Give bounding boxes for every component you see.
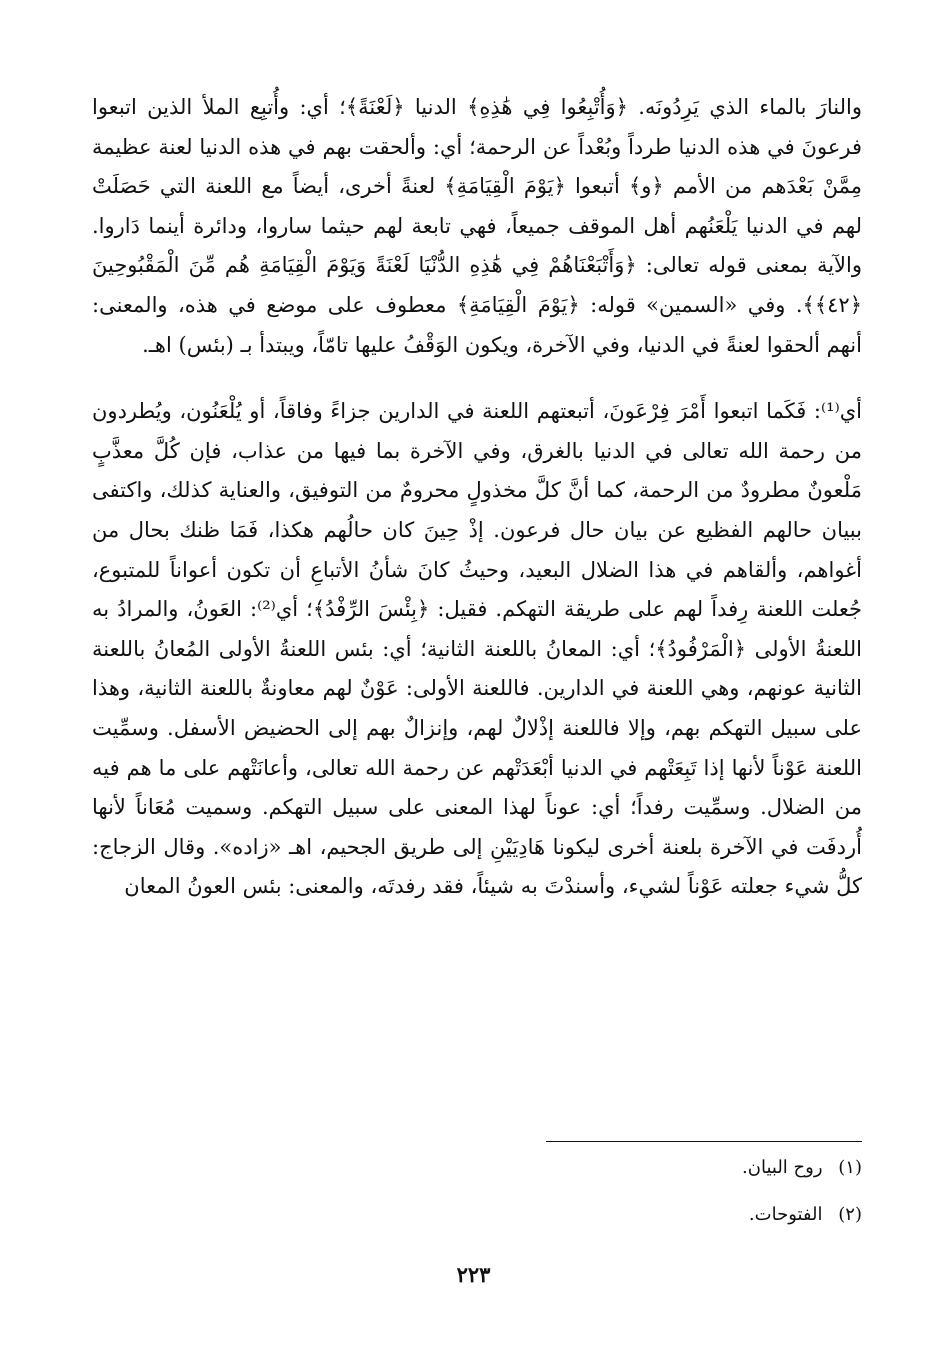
footnotes [362,1156,862,1250]
body-paragraph-2: أي⁽¹⁾: فَكَما اتبعوا أَمْرَ فِرْعَونَ، أتبعتهم اللعنة في الدارين جزاءً وفاقاً، أو يُلْعَنُون، ويُطردون من رحمة الله تعالى في الدنيا بالغرق، وفي الآخرة بما فيها من عذاب، فإن كُلَّ معذَّبٍ مَلْعونٌ مطرودٌ من الرحمة، كما أنَّ كلَّ مخذولٍ محرومٌ من التوفيق، والعناية كذلك، واكتفى ببيان حالهم الفظيع عن بيان حال فرعون. إذْ حِينَ كان حالُهم هكذا، فَمَا ظنك بحال من أغواهم، وألقاهم في هذا الضلال البعيد، وحيثُ كانَ شأنُ الأتباعِ أن تكون أعواناً للمتبوع، جُعلت اللعنة رِفداً لهم على طريقة التهكم. فقيل: ﴿بِئْسَ الرِّفْدُ﴾؛ أي⁽²⁾: العَونُ، والمرادُ به اللعنةُ الأولى ﴿الْمَرْفُودُ﴾؛ أي: المعانُ باللعنة الثانية؛ أي: بئس اللعنةُ الأولى المُعانُ باللعنة الثانية عونهم، وهي اللعنة في الدارين. فاللعنة الأولى: عَوْنٌ لهم معاونةٌ باللعنة الثانية، وهذا على سبيل التهكم بهم، وإلا فاللعنة إذْلالٌ لهم، وإنزالٌ بهم إلى الحضيض الأسفل. وسمِّيت اللعنة عَوْناً لأنها إذا تَبِعَتْهم في الدنيا أبْعَدَتْهم عن رحمة الله تعالى، وأعانَتْهم على ما هم فيه من الضلال. وسمِّيت رفداً؛ أي: عوناً لهذا المعنى على سبيل التهكم. وسميت مُعَاناً لأنها أُردفَت في الآخرة بلعنة أخرى ليكونا هَادِيَيْنِ إلى طريق الجحيم، اهـ «زاده». وقال الزجاج: كلُّ شيء جعلته عَوْناً لشيء، وأسندْتَ به شيئاً، فقد رفدتَه، والمعنى: بئس العونُ المعان [92,399,863,899]
footnote-2 [362,1203,862,1227]
footnote-separator [546,1141,862,1142]
footnote-1 [362,1156,862,1180]
body-paragraph-1: والنارَ بالماء الذي يَرِدُونَه. ﴿وَأُتْبِعُوا فِي هَٰذِهِ﴾ الدنيا ﴿لَعْنَةً﴾؛ أي: وأُتبِع الملأ الذين اتبعوا فرعونَ في هذه الدنيا طرداً وبُعْداً عن الرحمة؛ أي: وألحقت بهم في هذه الدنيا لعنة عظيمة مِمَّنْ بَعْدَهم من الأمم ﴿و﴾ أتبعوا ﴿يَوْمَ الْقِيَامَةِ﴾ لعنةً أخرى، أيضاً مع اللعنة التي حَصَلَتْ لهم في الدنيا يَلْعَنُهم أهل الموقف جميعاً، فهي تابعة لهم حيثما ساروا، ودائرة أينما دَاروا. والآية بمعنى قوله تعالى: ﴿وَأَتْبَعْنَاهُمْ فِي هَٰذِهِ الدُّنْيَا لَعْنَةً وَيَوْمَ الْقِيَامَةِ هُم مِّنَ الْمَقْبُوحِينَ ﴿٤٢﴾﴾. وفي «السمين» قوله: ﴿يَوْمَ الْقِيَامَةِ﴾ معطوف على موضع في هذه، والمعنى: أنهم ألحقوا لعنةً في الدنيا، وفي الآخرة، ويكون الوَقْفُ عليها تامّاً، ويبتدأ بـ (بئس) اهـ. [92,95,862,357]
footnote-marker: (٢) [838,1204,862,1225]
footnote-text: روح البيان. [742,1157,823,1178]
footnote-marker: (١) [838,1157,862,1178]
page-number: ٢٢٣ [456,1262,491,1287]
footnote-text: الفتوحات. [748,1204,823,1225]
